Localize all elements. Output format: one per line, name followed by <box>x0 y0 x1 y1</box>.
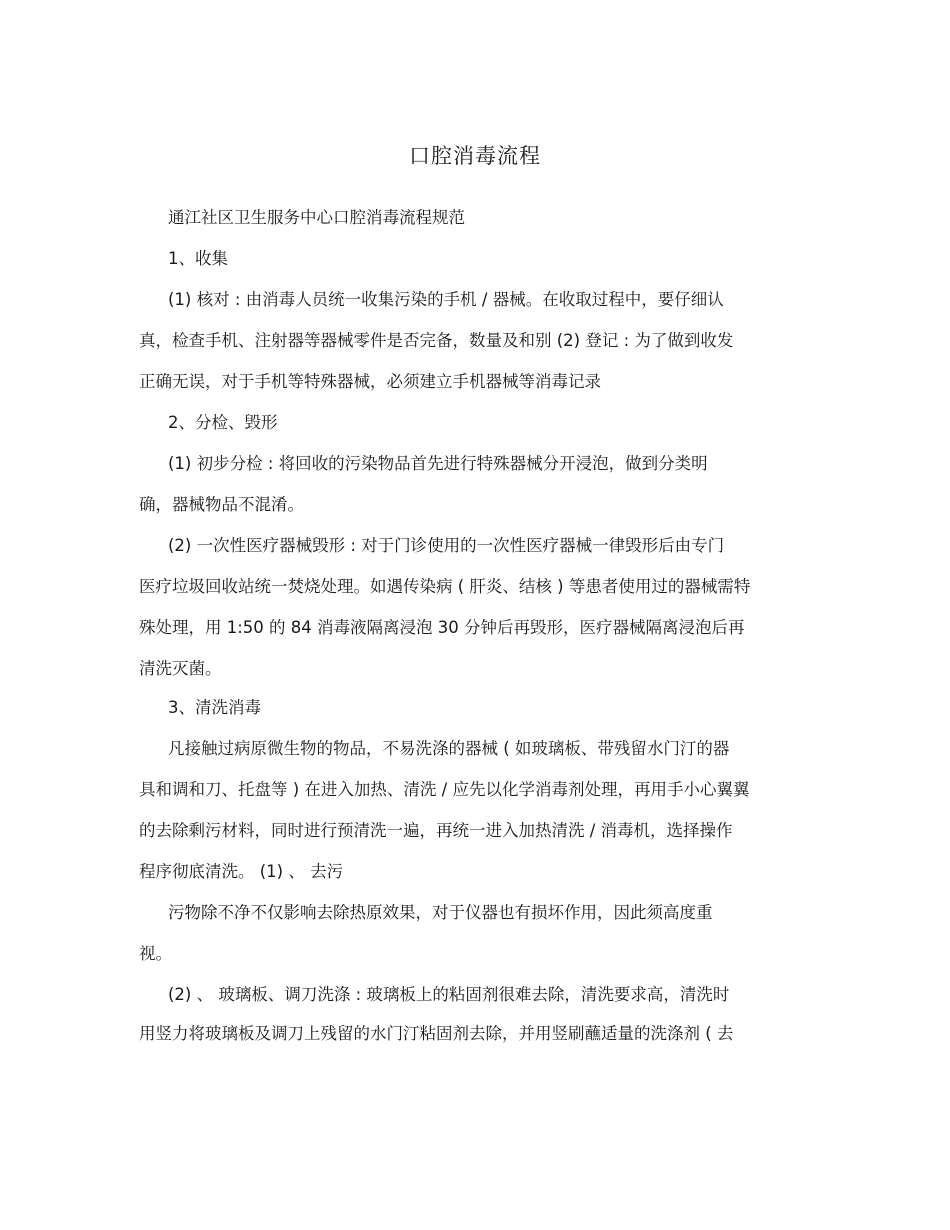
paragraph-line: 程序彻底清洗。 (1) 、 去污 <box>139 862 344 881</box>
paragraph-line: 清洗灭菌。 <box>139 659 222 678</box>
paragraph-line: 污物除不净不仅影响去除热原效果，对于仪器也有损坏作用，因此须高度重 <box>168 903 713 922</box>
paragraph-line: 确，器械物品不混淆。 <box>139 495 304 514</box>
document-title: 口腔消毒流程 <box>409 144 541 168</box>
paragraph-line: 正确无误，对于手机等特殊器械，必须建立手机器械等消毒记录 <box>139 372 601 391</box>
subtitle-line: 通江社区卫生服务中心口腔消毒流程规范 <box>168 208 465 227</box>
paragraph-line: (2) 、 玻璃板、调刀洗涤 : 玻璃板上的粘固剂很难去除，清洗要求高，清洗时 <box>168 985 730 1004</box>
section-heading: 3、清洗消毒 <box>168 698 261 717</box>
paragraph-line: 凡接触过病原微生物的物品，不易洗涤的器械 ( 如玻璃板、带残留水门汀的器 <box>168 739 730 758</box>
paragraph-line: 医疗垃圾回收站统一焚烧处理。如遇传染病 ( 肝炎、结核 ) 等患者使用过的器械需特 <box>139 577 751 596</box>
paragraph-line: 具和调和刀、托盘等 ) 在进入加热、清洗 / 应先以化学消毒剂处理，再用手小心翼翼 <box>139 780 750 799</box>
paragraph-line: 殊处理，用 1:50 的 84 消毒液隔离浸泡 30 分钟后再毁形，医疗器械隔离浸泡后再 <box>139 618 745 637</box>
paragraph-line: 视。 <box>139 944 172 963</box>
paragraph-line: (1) 初步分检 : 将回收的污染物品首先进行特殊器械分开浸泡，做到分类明 <box>168 454 708 473</box>
paragraph-line: 用竖力将玻璃板及调刀上残留的水门汀粘固剂去除，并用竖刷蘸适量的洗涤剂 ( 去 <box>139 1024 734 1043</box>
paragraph-line: (2) 一次性医疗器械毁形 : 对于门诊使用的一次性医疗器械一律毁形后由专门 <box>168 536 725 555</box>
paragraph-line: 的去除剩污材料，同时进行预清洗一遍，再统一进入加热清洗 / 消毒机，选择操作 <box>139 821 733 840</box>
section-heading: 2、分检、毁形 <box>168 413 278 432</box>
paragraph-line: 真，检查手机、注射器等器械零件是否完备，数量及和别 (2) 登记 : 为了做到收发 <box>139 331 734 350</box>
paragraph-line: (1) 核对 : 由消毒人员统一收集污染的手机 / 器械。在收取过程中，要仔细认 <box>168 290 724 309</box>
section-heading: 1、收集 <box>168 249 228 268</box>
